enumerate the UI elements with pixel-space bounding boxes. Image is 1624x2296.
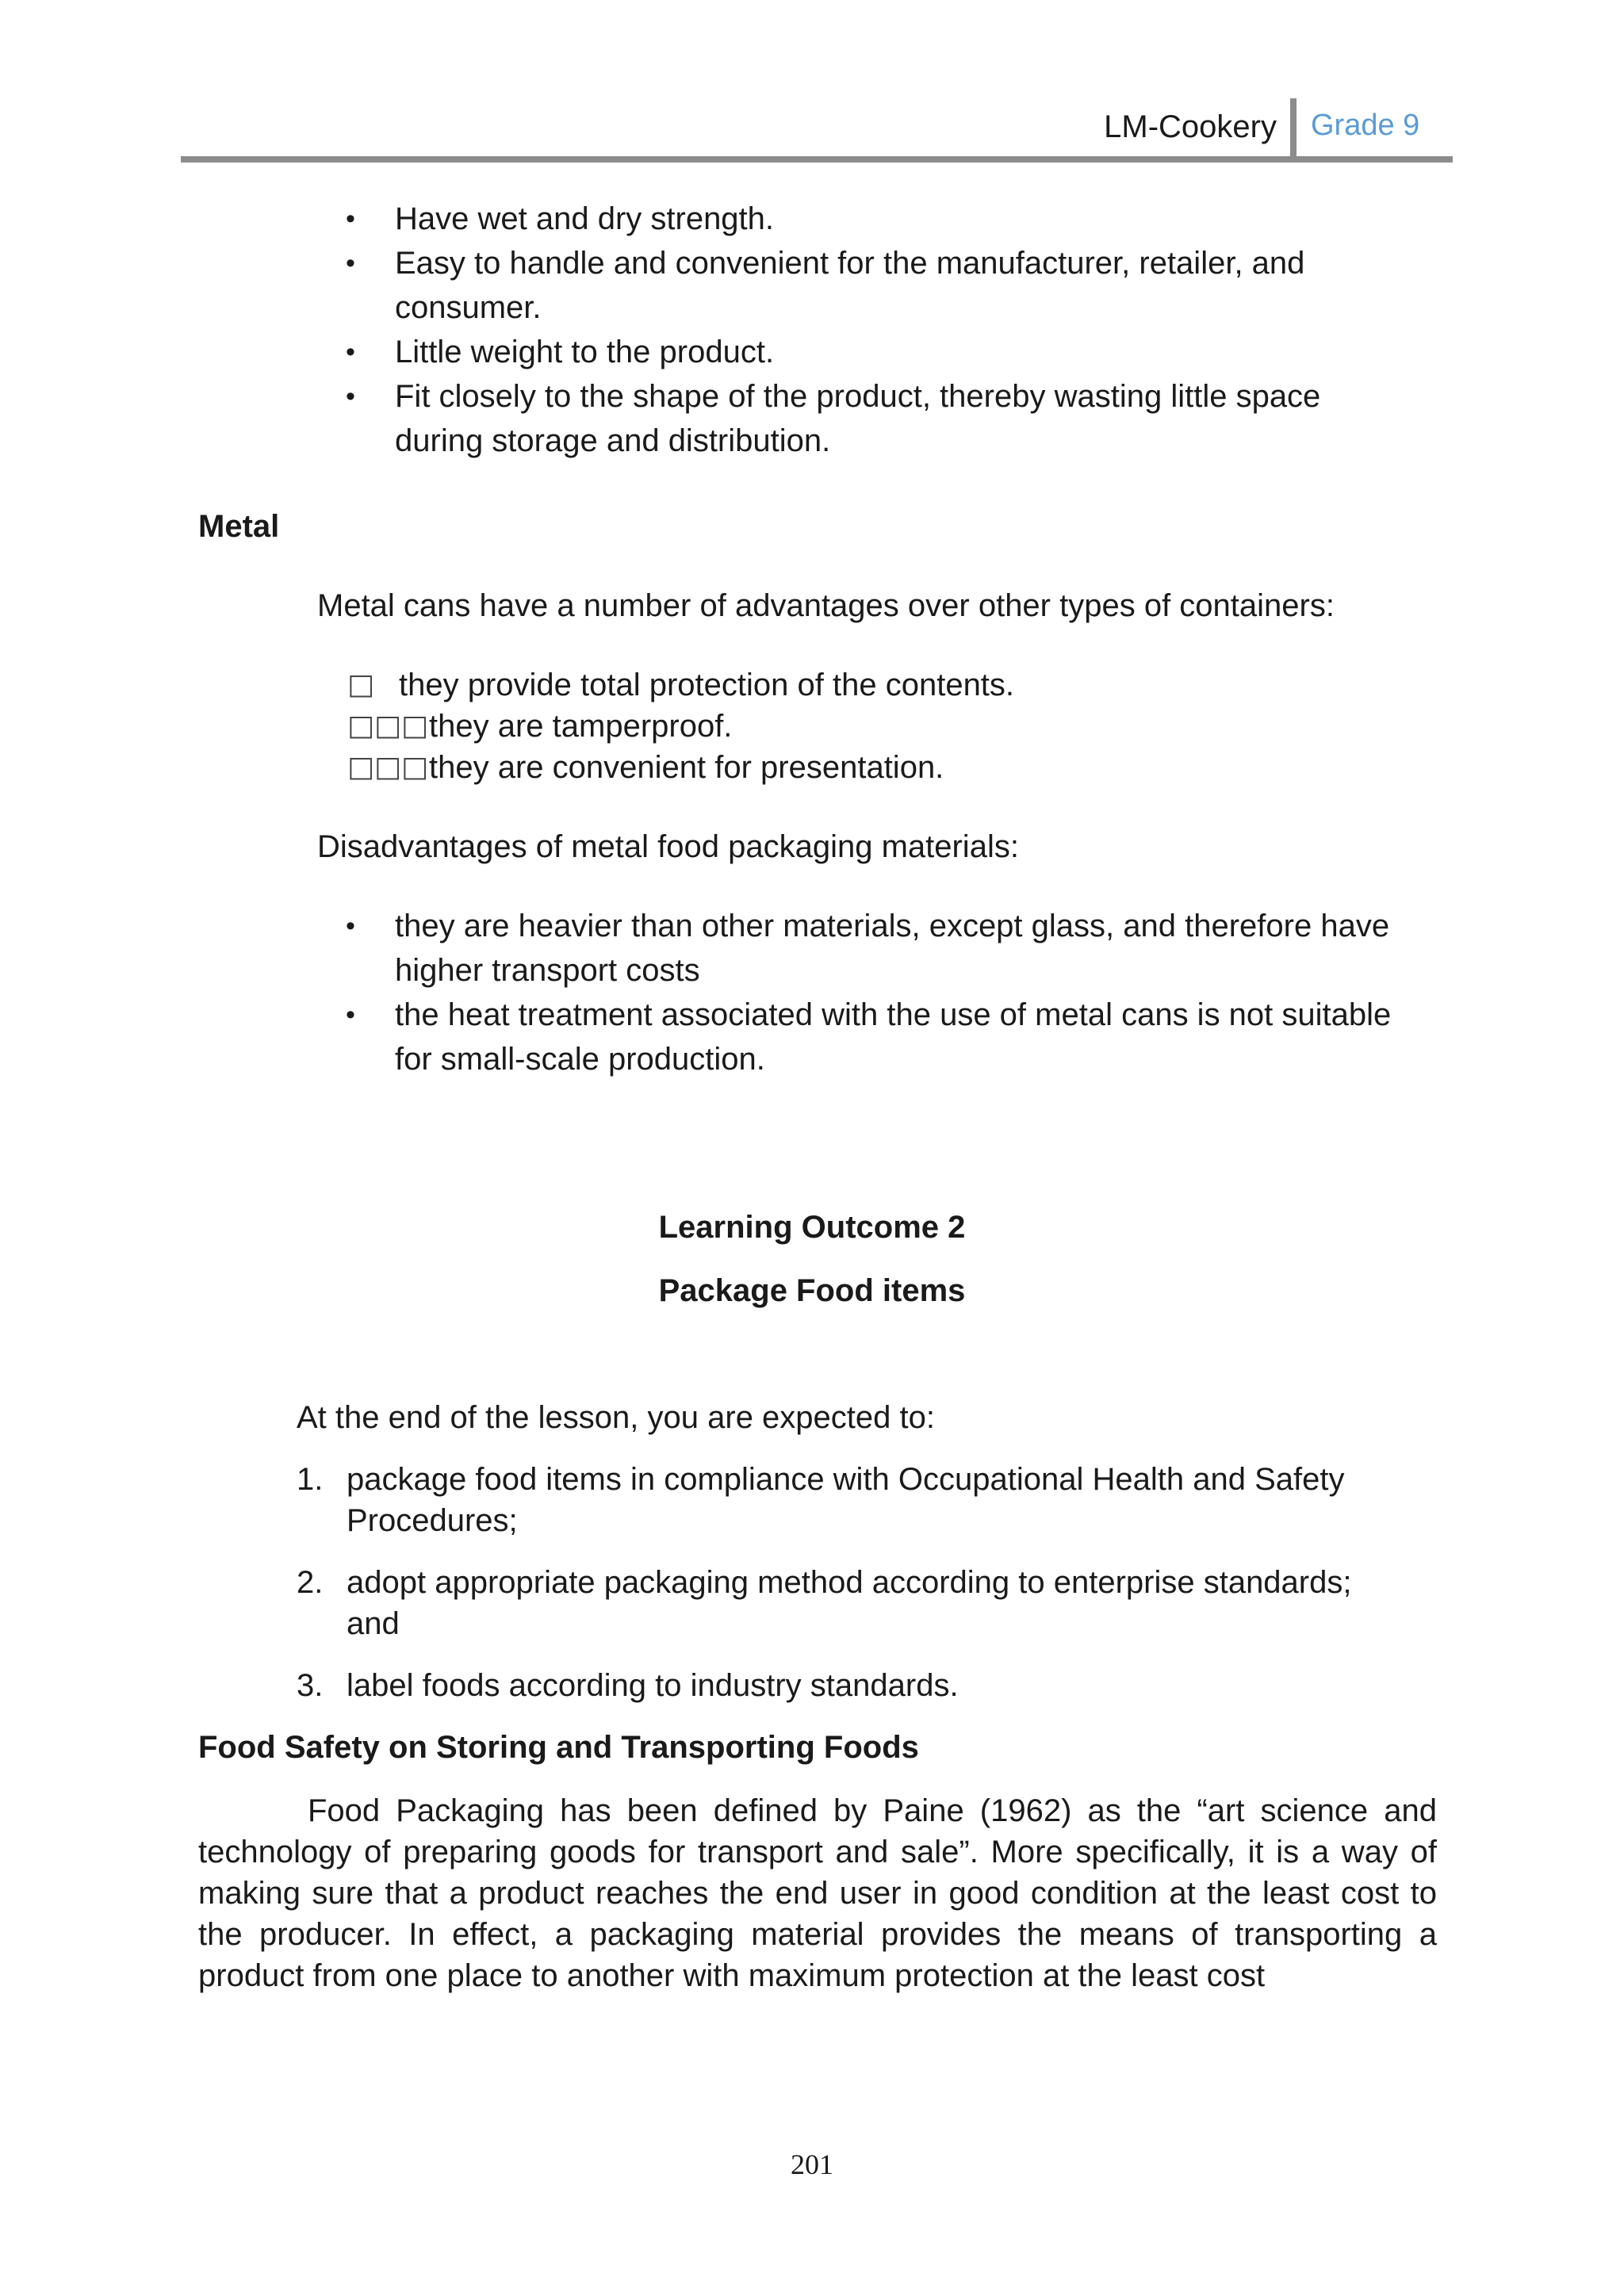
bullet-dot: • (346, 204, 355, 234)
missing-glyph-marker: □□□ (347, 751, 429, 783)
list-item-line: consumer. (395, 290, 542, 325)
list-item-line: label foods according to industry standards. (347, 1668, 959, 1703)
list-item-line: they are heavier than other materials, except glass, and therefore have (395, 909, 1390, 943)
header-rule (181, 156, 1453, 163)
list-number: 3. (297, 1668, 324, 1703)
list-item-line: they are tamperproof. (429, 709, 733, 744)
bullet-dot: • (346, 911, 355, 941)
learning-outcome-title: Learning Outcome 2 (658, 1210, 966, 1245)
page-number: 201 (791, 2149, 833, 2180)
list-item-line: Little weight to the product. (395, 335, 775, 369)
section-heading-food-safety: Food Safety on Storing and Transporting Foods (198, 1730, 919, 1765)
bullet-dot: • (346, 1000, 355, 1030)
food-safety-paragraph: Food Packaging has been defined by Paine (1962) as the “art science and technology of preparing goods for transport and sale”. More specifically, it is a way of making sure that a product reaches the end user in good condition at the least cost to the producer. In effect, a packaging material provides the means of transporting a product from one place to another with maximum protection at the least cost (198, 1793, 1437, 1993)
list-item-line: Easy to handle and convenient for the manufacturer, retailer, and (395, 246, 1305, 281)
list-item-line: adopt appropriate packaging method according to enterprise standards; (347, 1565, 1352, 1600)
missing-glyph-marker: □ (347, 668, 375, 701)
list-item-line: and (347, 1606, 400, 1641)
section-heading-metal: Metal (198, 509, 280, 544)
list-item-line: they are convenient for presentation. (429, 750, 944, 785)
header-divider (1290, 98, 1297, 160)
list-number: 1. (297, 1462, 324, 1497)
disadvantages-intro: Disadvantages of metal food packaging materials: (317, 829, 1019, 864)
list-item-line: package food items in compliance with Occupational Health and Safety (347, 1462, 1345, 1497)
list-item-line: during storage and distribution. (395, 423, 831, 458)
missing-glyph-marker: □□□ (347, 710, 429, 742)
bullet-dot: • (346, 337, 355, 367)
learning-outcome-subtitle: Package Food items (658, 1273, 966, 1308)
list-item-line: Have wet and dry strength. (395, 201, 775, 236)
bullet-dot: • (346, 248, 355, 278)
list-item-line: they provide total protection of the contents. (399, 668, 1015, 702)
objectives-intro: At the end of the lesson, you are expected to: (297, 1400, 935, 1435)
grade-label: Grade 9 (1311, 109, 1420, 142)
list-item-line: the heat treatment associated with the use of metal cans is not suitable (395, 997, 1392, 1032)
metal-intro: Metal cans have a number of advantages over other types of containers: (317, 588, 1335, 623)
document-title: LM-Cookery (1104, 109, 1277, 144)
list-item-line: Procedures; (347, 1503, 518, 1538)
list-item-line: for small-scale production. (395, 1042, 765, 1077)
list-item-line: higher transport costs (395, 953, 700, 988)
list-item-line: Fit closely to the shape of the product, thereby wasting little space (395, 379, 1321, 414)
bullet-dot: • (346, 381, 355, 411)
list-number: 2. (297, 1565, 324, 1600)
